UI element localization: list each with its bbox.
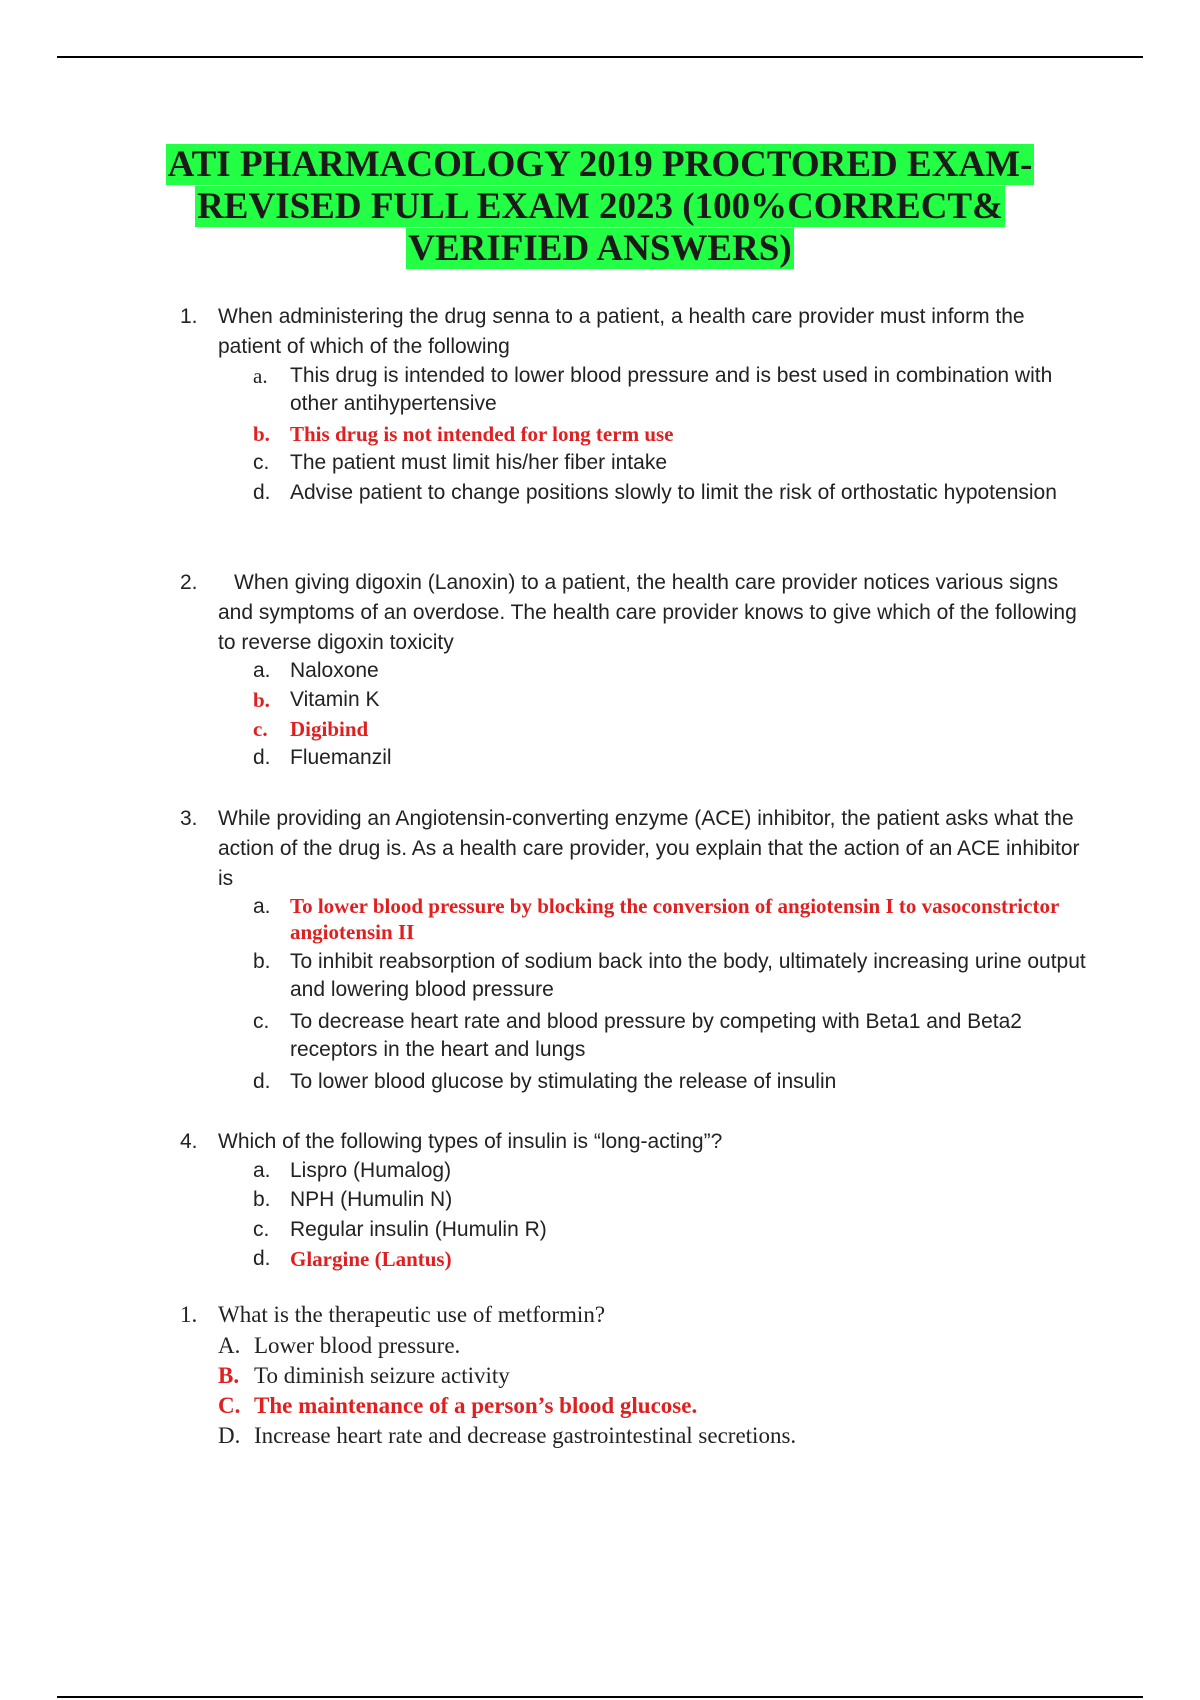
option-letter: d. [253, 481, 271, 504]
option-text: To diminish seizure activity [254, 1363, 510, 1388]
title-line-3: VERIFIED ANSWERS) [408, 228, 792, 269]
option-text: To lower blood glucose by stimulating the release of insulin [290, 1070, 837, 1093]
bottom-rule [57, 1696, 1143, 1698]
title-line-2: REVISED FULL EXAM 2023 (100%CORRECT& [197, 186, 1003, 227]
option-letter: c. [253, 1218, 270, 1241]
option-text: The patient must limit his/her fiber intake [290, 451, 667, 474]
question-text: While providing an Angiotensin-converting enzyme (ACE) inhibitor, the patient asks what the action of the drug is. As a health care provider, you explain that the action of an ACE inhibitor is [218, 807, 1080, 890]
option-letter-correct: b. [253, 422, 270, 446]
option-letter: b. [253, 950, 271, 973]
option-text: To decrease heart rate and blood pressure by competing with Beta1 and Beta2 receptors in the heart and lungs [290, 1010, 1022, 1061]
option-text: Lispro (Humalog) [290, 1159, 452, 1182]
option-text: Advise patient to change positions slowly to limit the risk of orthostatic hypotension [290, 481, 1057, 504]
question-text: Which of the following types of insulin is “long-acting”? [218, 1130, 723, 1153]
option-letter: A. [218, 1333, 241, 1358]
option-letter: d. [253, 1247, 271, 1270]
option-letter: d. [253, 746, 271, 769]
option-letter: b. [253, 1188, 271, 1211]
option-text: Fluemanzil [290, 746, 392, 769]
correct-answer: The maintenance of a person’s blood glucose. [254, 1393, 698, 1418]
question-number: 3. [180, 807, 198, 830]
option-letter: a. [253, 659, 271, 682]
option-text: To inhibit reabsorption of sodium back into the body, ultimately increasing urine output and lowering blood pressure [290, 950, 1086, 1001]
correct-answer: Digibind [290, 717, 369, 741]
option-letter: a. [253, 895, 271, 918]
top-rule [57, 56, 1143, 58]
option-letter: d. [253, 1070, 271, 1093]
question-number: 4. [180, 1130, 198, 1153]
title-line-1: ATI PHARMACOLOGY 2019 PROCTORED EXAM- [167, 144, 1033, 185]
option-text: Increase heart rate and decrease gastrointestinal secretions. [254, 1423, 797, 1448]
option-text: Naloxone [290, 659, 379, 682]
question-text: What is the therapeutic use of metformin? [218, 1302, 606, 1327]
option-letter: c. [253, 1010, 270, 1033]
correct-answer: Glargine (Lantus) [290, 1247, 452, 1271]
option-text: Regular insulin (Humulin R) [290, 1218, 547, 1241]
option-text: This drug is intended to lower blood pressure and is best used in combination with other antihypertensive [290, 364, 1053, 415]
option-letter-correct: C. [218, 1393, 241, 1418]
question-text: When giving digoxin (Lanoxin) to a patient, the health care provider notices various signs and symptoms of an overdose. The health care provider knows to give which of the following to reverse digoxin toxicity [218, 571, 1077, 654]
page-title [0, 144, 1200, 270]
correct-answer: To lower blood pressure by blocking the conversion of angiotensin I to vasoconstrictor angiotensin II [290, 894, 1059, 944]
option-text: Vitamin K [290, 688, 380, 711]
option-letter-correct: c. [253, 717, 268, 741]
option-letter: b. [253, 688, 270, 712]
option-text: NPH (Humulin N) [290, 1188, 453, 1211]
option-text: Lower blood pressure. [254, 1333, 461, 1358]
option-letter: B. [218, 1363, 240, 1388]
option-letter: a. [253, 1159, 271, 1182]
question-number: 2. [180, 571, 198, 594]
question-number: 1. [180, 305, 198, 328]
option-letter: c. [253, 451, 270, 474]
option-letter: D. [218, 1423, 241, 1448]
option-letter: a. [253, 364, 268, 388]
correct-answer: This drug is not intended for long term use [290, 422, 674, 446]
question-text: When administering the drug senna to a patient, a health care provider must inform the patient of which of the following [218, 305, 1025, 358]
question-number: 1. [180, 1302, 198, 1327]
